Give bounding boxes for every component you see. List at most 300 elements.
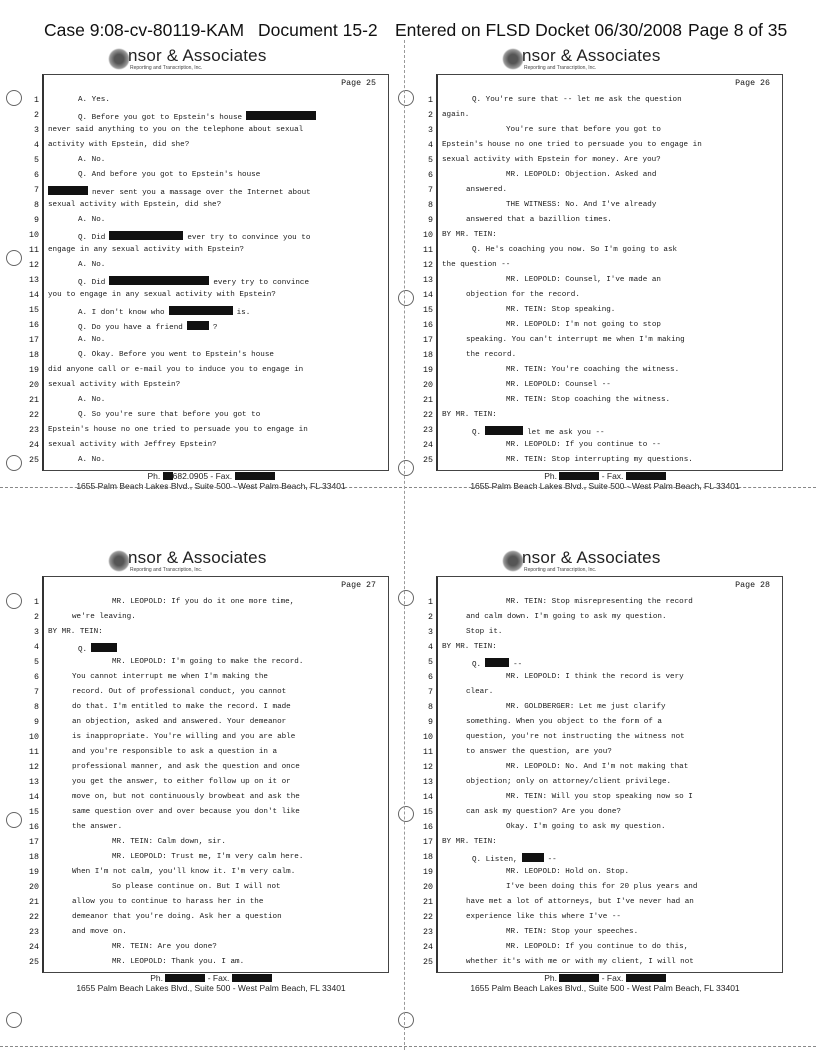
redaction-bar <box>187 321 209 330</box>
transcript-line <box>29 867 388 879</box>
line-text: objection; only on attorney/client privilege. <box>466 778 672 786</box>
line-text: Q. -- <box>472 658 522 669</box>
transcript-page-number: Page 25 <box>341 79 376 88</box>
line-number: 18 <box>423 853 433 862</box>
transcript-line <box>423 927 782 939</box>
line-text: BY MR. TEIN: <box>442 643 497 651</box>
line-text: BY MR. TEIN: <box>442 411 497 419</box>
line-number: 18 <box>423 351 433 360</box>
line-number: 8 <box>428 201 433 210</box>
footer-address: 1655 Palm Beach Lakes Blvd., Suite 500 - West Palm Beach, FL 33401 <box>470 983 740 993</box>
punch-hole <box>6 250 22 266</box>
punch-hole <box>398 460 414 476</box>
redaction-bar <box>235 472 275 480</box>
line-text: objection for the record. <box>466 291 580 299</box>
line-number: 17 <box>423 838 433 847</box>
transcript-line <box>29 320 388 332</box>
transcript-line <box>34 597 388 609</box>
transcript-line <box>423 230 782 242</box>
transcript-page-25 <box>18 48 404 528</box>
line-text: Q. Did every try to convince <box>78 276 309 287</box>
transcript-page-26 <box>412 48 798 528</box>
line-text: Epstein's house no one tried to persuade you to engage in <box>48 426 308 434</box>
transcript-line <box>29 882 388 894</box>
transcript-line <box>428 687 782 699</box>
transcript-line <box>29 335 388 347</box>
line-text: MR. LEOPOLD: If you continue to do this, <box>506 943 689 951</box>
line-number: 25 <box>29 456 39 465</box>
line-number: 15 <box>29 306 39 315</box>
transcript-line <box>29 395 388 407</box>
line-text: MR. GOLDBERGER: Let me just clarify <box>506 703 666 711</box>
redaction-bar <box>91 643 117 652</box>
line-text: A. No. <box>78 396 106 404</box>
separator <box>0 487 816 488</box>
redaction-bar <box>559 472 599 480</box>
transcript-line <box>428 642 782 654</box>
line-text: I've been doing this for 20 plus years and <box>506 883 698 891</box>
redaction-bar <box>232 974 272 982</box>
line-text: answered. <box>466 186 508 194</box>
line-number: 2 <box>34 613 39 622</box>
line-number: 14 <box>29 291 39 300</box>
transcript-line <box>29 350 388 362</box>
docket-entry: Entered on FLSD Docket 06/30/2008 <box>395 20 682 40</box>
transcript-line <box>423 395 782 407</box>
line-number: 20 <box>29 883 39 892</box>
line-number: 14 <box>423 291 433 300</box>
line-number: 19 <box>423 366 433 375</box>
line-text: THE WITNESS: No. And I've already <box>506 201 657 209</box>
line-number: 14 <box>29 793 39 802</box>
line-text: MR. TEIN: Stop misrepresenting the record <box>506 598 693 606</box>
transcript-line <box>423 455 782 467</box>
footer-phone: Ph. - Fax. <box>412 973 798 983</box>
line-number: 18 <box>29 853 39 862</box>
redaction-bar <box>485 426 523 435</box>
line-text: Q. You're sure that -- let me ask the question <box>472 96 682 104</box>
transcript-line <box>29 380 388 392</box>
line-text: professional manner, and ask the question and once <box>72 763 300 771</box>
transcript-line <box>34 627 388 639</box>
line-number: 23 <box>29 928 39 937</box>
transcript-line <box>423 275 782 287</box>
line-text: you to engage in any sexual activity with Epstein? <box>48 291 276 299</box>
line-text: Epstein's house no one tried to persuade you to engage in <box>442 141 702 149</box>
line-text: MR. LEOPOLD: If you continue to -- <box>506 441 661 449</box>
line-number: 22 <box>423 913 433 922</box>
separator <box>0 1046 816 1047</box>
line-number: 10 <box>29 733 39 742</box>
line-number: 20 <box>29 381 39 390</box>
transcript-page-number: Page 28 <box>735 581 770 590</box>
logo-tagline: Reporting and Transcription, Inc. <box>130 65 203 71</box>
seal-icon <box>108 550 130 572</box>
transcript-line <box>428 702 782 714</box>
line-text: question, you're not instructing the witness not <box>466 733 685 741</box>
line-number: 15 <box>423 306 433 315</box>
line-text: record. Out of professional conduct, you cannot <box>72 688 287 696</box>
seal-icon <box>502 550 524 572</box>
reporter-footer <box>18 471 404 491</box>
line-text: the record. <box>466 351 517 359</box>
transcript-line <box>34 170 388 182</box>
line-number: 4 <box>34 141 39 150</box>
line-number: 3 <box>34 126 39 135</box>
line-number: 16 <box>423 321 433 330</box>
transcript-line <box>423 320 782 332</box>
transcript-line <box>428 140 782 152</box>
line-number: 9 <box>34 216 39 225</box>
line-text: MR. LEOPOLD: Thank you. I am. <box>112 958 245 966</box>
redaction-bar <box>246 111 316 120</box>
line-number: 25 <box>29 958 39 967</box>
line-text: speaking. You can't interrupt me when I'm making <box>466 336 685 344</box>
line-text: is inappropriate. You're willing and you are able <box>72 733 296 741</box>
footer-phone: Ph. 682.0905 - Fax. <box>18 471 404 481</box>
footer-address: 1655 Palm Beach Lakes Blvd., Suite 500 - West Palm Beach, FL 33401 <box>76 983 346 993</box>
transcript-line <box>423 350 782 362</box>
transcript-line <box>423 365 782 377</box>
transcript-line <box>423 897 782 909</box>
line-text: Q. Before you got to Epstein's house <box>78 111 320 122</box>
transcript-line <box>423 822 782 834</box>
line-text: MR. LEOPOLD: Hold on. Stop. <box>506 868 630 876</box>
transcript-line <box>34 110 388 122</box>
line-text: MR. TEIN: Are you done? <box>112 943 217 951</box>
line-number: 13 <box>29 778 39 787</box>
line-number: 12 <box>29 261 39 270</box>
line-text: clear. <box>466 688 494 696</box>
line-text: When I'm not calm, you'll know it. I'm very calm. <box>72 868 296 876</box>
punch-hole <box>6 90 22 106</box>
transcript-line <box>29 822 388 834</box>
line-number: 18 <box>29 351 39 360</box>
line-text: Q. <box>78 643 121 654</box>
transcript-line <box>29 425 388 437</box>
line-number: 9 <box>428 216 433 225</box>
redaction-bar <box>522 853 544 862</box>
transcript-line <box>29 777 388 789</box>
line-number: 1 <box>428 598 433 607</box>
line-number: 25 <box>423 958 433 967</box>
transcript-line <box>423 852 782 864</box>
line-number: 22 <box>423 411 433 420</box>
line-text: the question -- <box>442 261 511 269</box>
transcript-line <box>29 305 388 317</box>
transcript-line <box>423 912 782 924</box>
line-number: 23 <box>423 928 433 937</box>
line-number: 17 <box>423 336 433 345</box>
line-text: you get the answer, to either follow up on it or <box>72 778 291 786</box>
line-number: 11 <box>29 246 39 255</box>
line-number: 14 <box>423 793 433 802</box>
transcript-line <box>423 792 782 804</box>
transcript-line <box>423 807 782 819</box>
punch-hole <box>398 290 414 306</box>
transcript-line <box>29 275 388 287</box>
line-text: You're sure that before you got to <box>506 126 661 134</box>
line-text: MR. LEOPOLD: Counsel -- <box>506 381 611 389</box>
line-text: never said anything to you on the telephone about sexual <box>48 126 304 134</box>
line-number: 6 <box>34 673 39 682</box>
line-text: Q. Listen, -- <box>472 853 557 864</box>
line-number: 19 <box>29 868 39 877</box>
line-text: A. I don't know who is. <box>78 306 250 317</box>
line-number: 5 <box>34 156 39 165</box>
line-text: allow you to continue to harass her in the <box>72 898 264 906</box>
line-number: 7 <box>428 186 433 195</box>
line-number: 20 <box>423 883 433 892</box>
line-number: 5 <box>34 658 39 667</box>
line-text: You cannot interrupt me when I'm making the <box>72 673 268 681</box>
transcript-line <box>34 215 388 227</box>
line-text: an objection, asked and answered. Your demeanor <box>72 718 287 726</box>
transcript-line <box>428 125 782 137</box>
document-number: Document 15-2 <box>258 20 378 40</box>
punch-hole <box>398 806 414 822</box>
transcript-line <box>423 260 782 272</box>
line-text: BY MR. TEIN: <box>442 838 497 846</box>
page-of: Page 8 of 35 <box>688 20 788 40</box>
line-text: never sent you a massage over the Internet about <box>48 186 311 197</box>
line-text: Q. So you're sure that before you got to <box>78 411 261 419</box>
line-text: A. No. <box>78 336 106 344</box>
redaction-bar <box>109 231 183 240</box>
line-text: MR. TEIN: You're coaching the witness. <box>506 366 680 374</box>
line-text: MR. LEOPOLD: Counsel, I've made an <box>506 276 661 284</box>
line-number: 6 <box>34 171 39 180</box>
line-text: can ask my question? Are you done? <box>466 808 621 816</box>
transcript-line <box>423 425 782 437</box>
line-number: 1 <box>428 96 433 105</box>
transcript-line <box>428 185 782 197</box>
line-number: 11 <box>423 748 433 757</box>
transcript-line <box>29 942 388 954</box>
line-number: 22 <box>29 411 39 420</box>
line-number: 2 <box>34 111 39 120</box>
footer-address: 1655 Palm Beach Lakes Blvd., Suite 500 - West Palm Beach, FL 33401 <box>470 481 740 491</box>
line-number: 16 <box>29 321 39 330</box>
transcript-line <box>29 410 388 422</box>
line-text: MR. LEOPOLD: Objection. Asked and <box>506 171 657 179</box>
line-number: 12 <box>29 763 39 772</box>
line-text: to answer the question, are you? <box>466 748 612 756</box>
line-number: 5 <box>428 156 433 165</box>
transcript-box <box>423 576 783 973</box>
line-number: 3 <box>428 628 433 637</box>
transcript-box <box>29 74 389 471</box>
redaction-bar <box>163 472 173 480</box>
line-text: MR. LEOPOLD: If you do it one more time, <box>112 598 295 606</box>
transcript-page-number: Page 26 <box>735 79 770 88</box>
line-text: MR. LEOPOLD: I think the record is very <box>506 673 684 681</box>
line-number: 13 <box>29 276 39 285</box>
line-text: MR. TEIN: Stop speaking. <box>506 306 616 314</box>
transcript-line <box>29 365 388 377</box>
line-number: 12 <box>423 763 433 772</box>
line-text: have met a lot of attorneys, but I've never had an <box>466 898 694 906</box>
redaction-bar <box>48 186 88 195</box>
transcript-line <box>34 642 388 654</box>
transcript-line <box>428 170 782 182</box>
transcript-line <box>423 867 782 879</box>
logo-name: nsor & Associates <box>128 46 267 65</box>
logo-name: nsor & Associates <box>128 548 267 567</box>
line-text: Q. He's coaching you now. So I'm going to ask <box>472 246 678 254</box>
transcript-line <box>423 245 782 257</box>
logo-name: nsor & Associates <box>522 548 661 567</box>
logo-tagline: Reporting and Transcription, Inc. <box>524 65 597 71</box>
line-number: 4 <box>34 643 39 652</box>
line-text: MR. LEOPOLD: I'm not going to stop <box>506 321 661 329</box>
transcript-line <box>34 95 388 107</box>
line-text: BY MR. TEIN: <box>442 231 497 239</box>
line-text: MR. TEIN: Will you stop speaking now so I <box>506 793 693 801</box>
line-number: 13 <box>423 778 433 787</box>
redaction-bar <box>559 974 599 982</box>
line-text: Q. let me ask you -- <box>472 426 605 437</box>
transcript-line <box>34 125 388 137</box>
line-number: 22 <box>29 913 39 922</box>
line-text: Q. Okay. Before you went to Epstein's house <box>78 351 274 359</box>
line-text: sexual activity with Epstein? <box>48 381 181 389</box>
reporter-footer <box>18 973 404 993</box>
transcript-line <box>29 762 388 774</box>
redaction-bar <box>109 276 209 285</box>
line-text: and calm down. I'm going to ask my question. <box>466 613 667 621</box>
line-number: 25 <box>423 456 433 465</box>
punch-hole <box>6 455 22 471</box>
transcript-page-27 <box>18 550 404 1030</box>
transcript-line <box>423 777 782 789</box>
transcript-line <box>29 837 388 849</box>
line-number: 15 <box>29 808 39 817</box>
line-text: sexual activity with Epstein for money. Are you? <box>442 156 661 164</box>
transcript-line <box>29 807 388 819</box>
redaction-bar <box>169 306 233 315</box>
line-number: 7 <box>34 186 39 195</box>
transcript-line <box>428 717 782 729</box>
line-number: 6 <box>428 171 433 180</box>
transcript-line <box>428 95 782 107</box>
transcript-line <box>29 927 388 939</box>
line-number: 19 <box>29 366 39 375</box>
line-text: MR. LEOPOLD: No. And I'm not making that <box>506 763 689 771</box>
line-number: 23 <box>29 426 39 435</box>
transcript-line <box>29 245 388 257</box>
transcript-line <box>423 440 782 452</box>
line-text: A. Yes. <box>78 96 110 104</box>
line-text: did anyone call or e-mail you to induce you to engage in <box>48 366 304 374</box>
footer-phone: Ph. - Fax. <box>412 471 798 481</box>
line-number: 24 <box>29 943 39 952</box>
line-number: 19 <box>423 868 433 877</box>
line-text: BY MR. TEIN: <box>48 628 103 636</box>
line-number: 24 <box>423 441 433 450</box>
line-text: Stop it. <box>466 628 503 636</box>
logo-name: nsor & Associates <box>522 46 661 65</box>
transcript-line <box>34 702 388 714</box>
transcript-line <box>34 155 388 167</box>
transcript-line <box>34 140 388 152</box>
transcript-line <box>428 672 782 684</box>
line-number: 10 <box>423 733 433 742</box>
transcript-line <box>428 612 782 624</box>
footer-phone: Ph. - Fax. <box>18 973 404 983</box>
logo-tagline: Reporting and Transcription, Inc. <box>130 567 203 573</box>
line-text: MR. LEOPOLD: Trust me, I'm very calm here. <box>112 853 304 861</box>
transcript-line <box>423 882 782 894</box>
line-text: A. No. <box>78 261 106 269</box>
line-number: 24 <box>29 441 39 450</box>
transcript-page-28 <box>412 550 798 1030</box>
line-text: So please continue on. But I will not <box>112 883 281 891</box>
transcript-line <box>428 597 782 609</box>
transcript-line <box>29 957 388 969</box>
line-number: 13 <box>423 276 433 285</box>
transcript-line <box>29 455 388 467</box>
line-number: 4 <box>428 643 433 652</box>
redaction-bar <box>626 472 666 480</box>
transcript-line <box>29 732 388 744</box>
line-number: 15 <box>423 808 433 817</box>
line-text: experience like this where I've -- <box>466 913 621 921</box>
line-text: and you're responsible to ask a question in a <box>72 748 278 756</box>
transcript-line <box>428 627 782 639</box>
line-text: engage in any sexual activity with Epstein? <box>48 246 244 254</box>
case-header <box>0 6 816 42</box>
line-text: something. When you object to the form of a <box>466 718 662 726</box>
line-number: 11 <box>29 748 39 757</box>
transcript-line <box>423 305 782 317</box>
line-number: 16 <box>29 823 39 832</box>
line-number: 24 <box>423 943 433 952</box>
line-number: 7 <box>428 688 433 697</box>
transcript-line <box>34 185 388 197</box>
seal-icon <box>108 48 130 70</box>
line-text: A. No. <box>78 156 106 164</box>
transcript-line <box>423 290 782 302</box>
line-number: 8 <box>428 703 433 712</box>
transcript-line <box>423 762 782 774</box>
transcript-line <box>29 792 388 804</box>
punch-hole <box>398 590 414 606</box>
line-number: 9 <box>34 718 39 727</box>
line-text: the answer. <box>72 823 123 831</box>
line-number: 5 <box>428 658 433 667</box>
line-text: again. <box>442 111 470 119</box>
line-number: 17 <box>29 336 39 345</box>
line-number: 20 <box>423 381 433 390</box>
redaction-bar <box>165 974 205 982</box>
line-text: MR. TEIN: Stop interrupting my questions. <box>506 456 693 464</box>
transcript-line <box>423 335 782 347</box>
transcript-line <box>34 717 388 729</box>
transcript-line <box>34 657 388 669</box>
transcript-line <box>29 912 388 924</box>
transcript-line <box>29 852 388 864</box>
line-number: 2 <box>428 111 433 120</box>
seal-icon <box>502 48 524 70</box>
line-text: we're leaving. <box>72 613 136 621</box>
line-text: MR. LEOPOLD: I'm going to make the record. <box>112 658 304 666</box>
line-number: 2 <box>428 613 433 622</box>
redaction-bar <box>626 974 666 982</box>
line-text: demeanor that you're doing. Ask her a question <box>72 913 282 921</box>
line-text: move on, but not continuously browbeat and ask the <box>72 793 300 801</box>
transcript-line <box>29 260 388 272</box>
